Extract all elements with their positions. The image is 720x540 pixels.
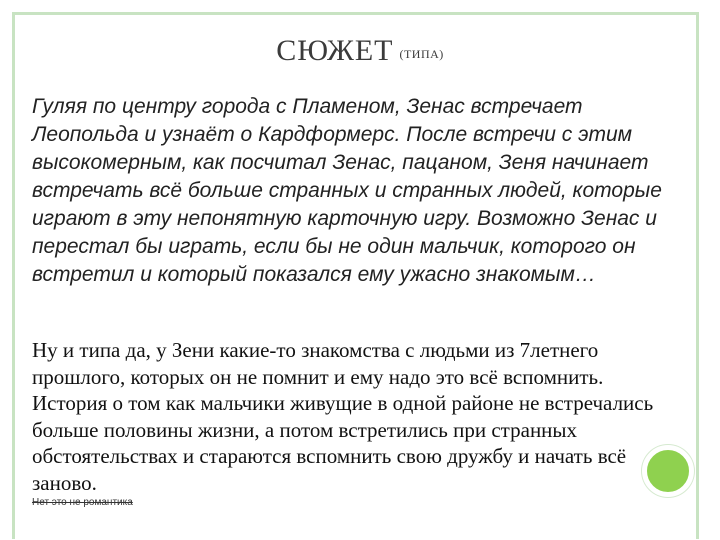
plot-paragraph-1: Гуляя по центру города с Пламеном, Зенас встречает Леопольда и узнаёт о Кардформерс. После встречи с этим высокомерным, как посчитал Зенас, пацаном, Зеня начинает встречать всё больше странных и странных людей, которые играют в эту непонятную карточную игру. Возможно Зенас и перестал бы играть, если бы не один мальчик, которого он встретил и который показался ему ужасно знакомым… [32,95,662,286]
footnote: Нет это не романтика [32,497,133,508]
slide-title-sub: (ТИПА) [399,47,444,61]
slide-frame-edge [700,12,701,539]
decorative-green-circle [642,445,694,497]
plot-paragraph-2: Ну и типа да, у Зени какие-то знакомства с людьми из 7летнего прошлого, которых он не помнит и ему надо это всё вспомнить. История о том как мальчики живущие в одной районе не встречались больше половины жизни, а потом встретились при странных обстоятельствах и стараются вспомнить свою дружбу и начать всё заново. [32,338,654,495]
slide-title-main: СЮЖЕТ [276,34,394,67]
slide-title [0,34,720,68]
